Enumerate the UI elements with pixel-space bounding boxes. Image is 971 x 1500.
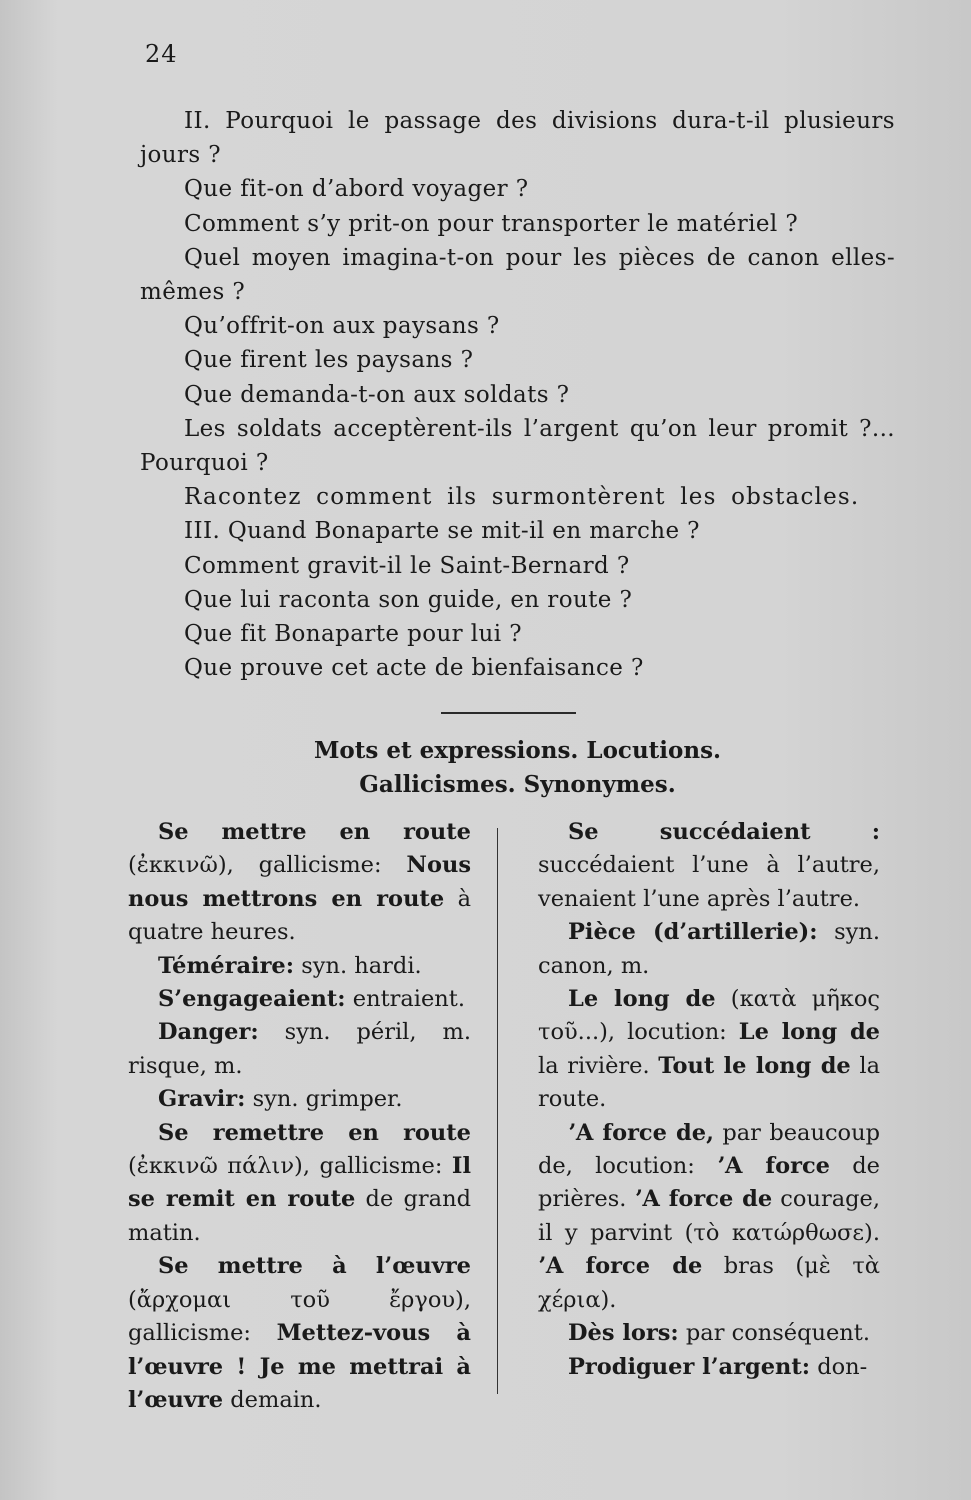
vocab-definition: (κατὰ μῆκος τοῦ...), locution: — [538, 986, 881, 1046]
vocab-example: Il se remit en route — [128, 1153, 471, 1213]
vocab-term: Le long de — [568, 986, 716, 1013]
vocabulary-column-left — [128, 816, 471, 1417]
vocab-tail: demain. — [223, 1386, 322, 1413]
vocab-tail: à quatre heures. — [128, 885, 471, 946]
vocab-definition: entraient. — [345, 986, 465, 1013]
vocab-tail: courage, il y parvint (τὸ κατώρθωσε). — [538, 1186, 880, 1246]
vocab-definition: syn. péril, m. risque, m. — [128, 1019, 471, 1079]
vocab-term: Se mettre à l’œuvre — [158, 1253, 471, 1280]
vocab-definition: syn. hardi. — [294, 952, 422, 979]
question: Comment gravit-il le Saint-Bernard ? — [184, 552, 630, 579]
question: Que firent les paysans ? — [184, 347, 474, 374]
vocab-entry — [128, 1117, 471, 1251]
vocab-tail: bras (μὲ τὰ χέρια). — [538, 1253, 880, 1313]
vocab-example: Tout le long de — [658, 1052, 851, 1079]
vocab-definition: (ἐκκινῶ), gallicisme: — [128, 852, 407, 879]
vocab-entry — [538, 983, 880, 1117]
vocab-example: Le long de — [738, 1019, 880, 1046]
question: II. Pourquoi le passage des divisions dura-t-il plusieurs jours ? — [140, 108, 895, 169]
vocab-term: Se mettre en route — [158, 819, 471, 845]
vocab-term: Se remettre en route — [158, 1119, 471, 1146]
vocab-definition: (ἄρχομαι τοῦ ἔργου), gallicisme: — [128, 1286, 471, 1347]
question: III. Quand Bonaparte se mit-il en marche ? — [184, 518, 700, 545]
vocab-entry — [128, 1250, 471, 1417]
question: Les soldats acceptèrent-ils l’argent qu’on leur promit ?... Pourquoi ? — [140, 415, 895, 477]
vocab-definition: don- — [810, 1353, 868, 1380]
vocab-term: Pièce (d’artillerie): — [568, 919, 818, 946]
vocab-example: ʼA force de — [634, 1186, 773, 1213]
vocab-tail: de prières. — [538, 1153, 880, 1213]
vocab-entry — [538, 1351, 880, 1384]
vocab-example: Nous nous mettrons en route — [128, 852, 471, 912]
vocab-term: Danger: — [158, 1019, 259, 1046]
vocab-entry — [128, 1016, 471, 1083]
vocab-definition: par conséquent. — [678, 1320, 870, 1347]
question: Que lui raconta son guide, en route ? — [184, 586, 633, 613]
section-heading-line1: Mots et expressions. Locutions. — [313, 737, 722, 764]
question: Racontez comment ils surmontèrent les obstacles. — [184, 484, 860, 511]
question: Que prouve cet acte de bienfaisance ? — [184, 655, 644, 682]
question: Que demanda-t-on aux soldats ? — [184, 381, 570, 408]
vocab-term: Dès lors: — [568, 1320, 679, 1347]
question: Que fit-on d’abord voyager ? — [184, 176, 529, 203]
vocab-entry — [538, 816, 880, 916]
vocab-entry — [538, 916, 880, 983]
vocab-tail: de grand matin. — [128, 1186, 471, 1246]
vocab-term: Prodiguer l’argent: — [568, 1353, 811, 1380]
question-list — [140, 104, 895, 685]
vocab-term: S’engageaient: — [158, 986, 346, 1013]
vocab-entry — [128, 816, 471, 950]
vocab-example: ʼA force — [717, 1153, 830, 1180]
question: Quel moyen imagina-t-on pour les pièces de canon elles-mêmes ? — [140, 244, 895, 306]
vocab-entry — [128, 1083, 471, 1116]
section-divider — [441, 712, 576, 714]
vocab-tail: la route. — [538, 1052, 881, 1113]
vocab-entry — [538, 1317, 880, 1350]
vocab-tail: la rivière. — [538, 1052, 659, 1079]
vocab-term: ʼA force de, — [568, 1119, 714, 1146]
vocab-entry — [538, 1117, 880, 1317]
vocab-definition: (ἐκκινῶ πάλιν), gallicisme: — [128, 1153, 452, 1180]
section-heading — [140, 734, 895, 802]
vocab-example: ʼA force de — [538, 1253, 703, 1280]
question: Comment s’y prit-on pour transporter le matériel ? — [184, 210, 799, 237]
vocab-definition: syn. canon, m. — [538, 919, 880, 979]
vocab-definition: par beaucoup de, locution: — [538, 1119, 880, 1180]
vocabulary-column-right — [538, 816, 880, 1384]
question: Qu’offrit-on aux paysans ? — [184, 313, 500, 340]
vocab-term: Téméraire: — [158, 952, 295, 979]
page-number: 24 — [145, 40, 178, 68]
vocab-definition: syn. grimper. — [245, 1086, 403, 1113]
vocab-entry — [128, 983, 471, 1016]
vocab-term: Se succédaient : — [568, 819, 880, 845]
vocab-term: Gravir: — [158, 1086, 246, 1113]
section-heading-line2: Gallicismes. Synonymes. — [359, 771, 676, 798]
vocab-entry — [128, 950, 471, 983]
vocab-definition: succédaient l’une à l’autre, venaient l’une après l’autre. — [538, 852, 880, 912]
question: Que fit Bonaparte pour lui ? — [184, 621, 522, 648]
vocab-example: Mettez-vous à l’œuvre ! Je me mettrai à l’œuvre — [128, 1320, 471, 1413]
column-divider — [497, 828, 498, 1394]
